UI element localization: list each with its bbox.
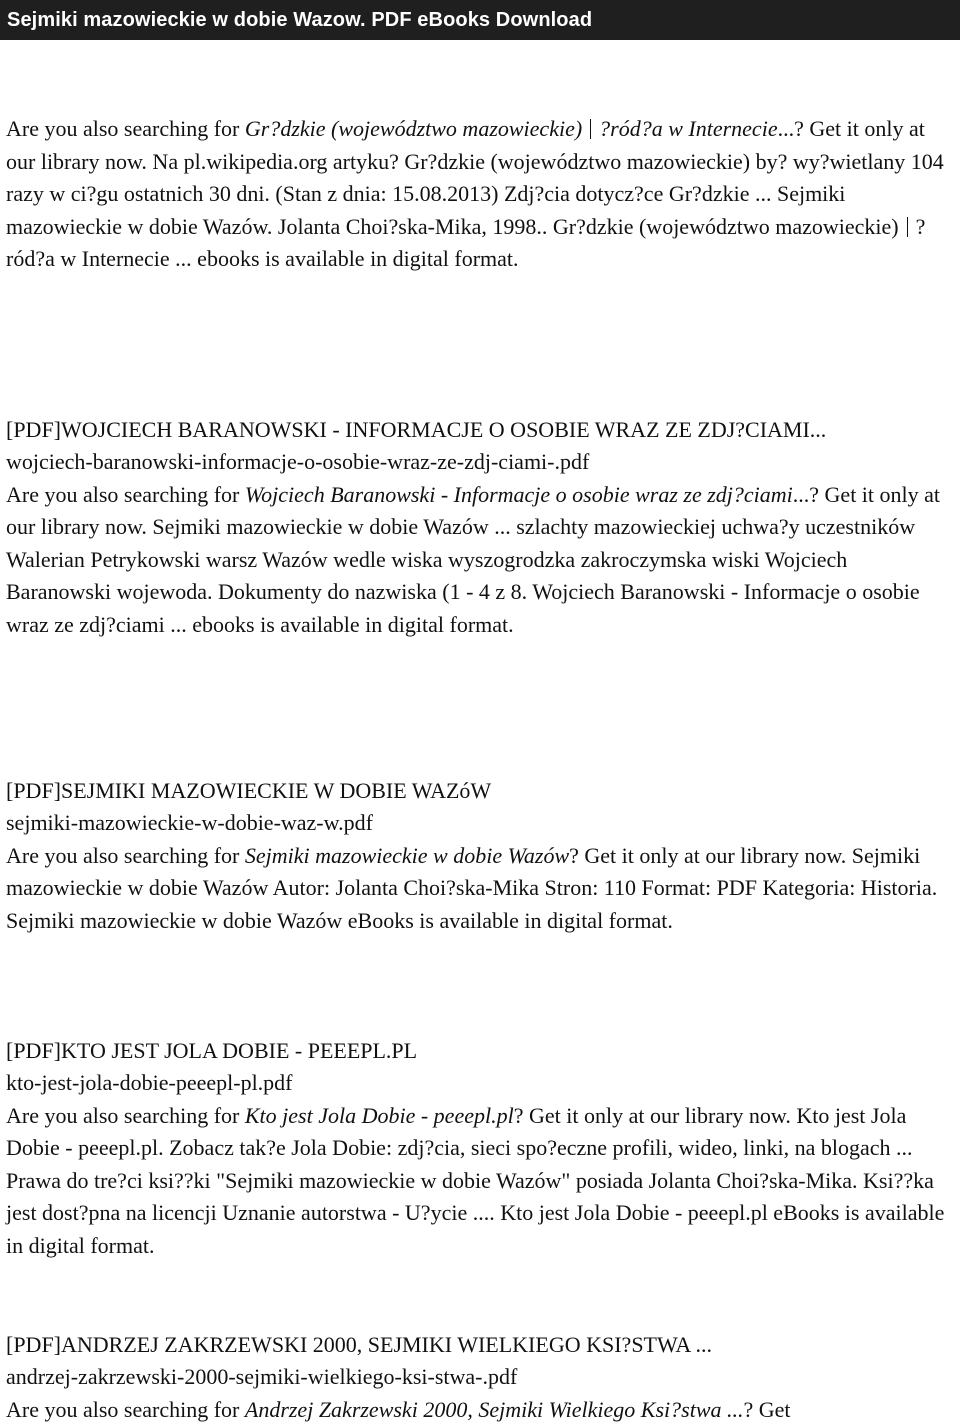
result-filename: wojciech-baranowski-informacje-o-osobie-wraz-ze-zdj-ciami-.pdf: [6, 446, 948, 479]
result-entry: [6, 1329, 948, 1426]
separator-bar: [907, 217, 908, 237]
result-entry: [6, 414, 948, 641]
separator-bar: [590, 119, 591, 139]
result-lead: Are you also searching for: [6, 1397, 245, 1422]
intro-text: ...? Get it only at our library now. Na pl.wikipedia.org artyku? Gr?dzkie (województwo mazowieckie) by? wy?wietlany 104 razy w ci?gu ostatnich 30 dni. (Stan z dnia: 15.08.2013) Zdj?cia dotycz?ce Gr?dzkie ... Sejmiki mazowieckie w dobie Wazów. Jolanta Choi?ska-Mika, 1998.. Gr?dzkie (województwo mazowieckie): [6, 116, 944, 239]
result-text: ...? Get it only at our library now. Sejmiki mazowieckie w dobie Wazów ... szlachty mazowieckiej uchwa?y uczestników Walerian Petrykowski warsz Wazów wedle wiska wyszogrodzka zakroczymska wiski Wojciech Baranowski wojewoda. Dokumenty do nazwiska (1 - 4 z 8. Wojciech Baranowski - Informacje o osobie wraz ze zdj?ciami ... ebooks is available in digital format.: [6, 482, 940, 637]
result-description: [6, 1394, 948, 1426]
result-filename: kto-jest-jola-dobie-peeepl-pl.pdf: [6, 1067, 948, 1100]
result-search-term: Wojciech Baranowski - Informacje o osobie wraz ze zdj?ciami: [245, 482, 793, 507]
result-entry: [6, 1035, 948, 1262]
intro-search-term-b: ?ród?a w Internecie: [599, 116, 777, 141]
result-title[interactable]: [PDF]KTO JEST JOLA DOBIE - PEEEPL.PL: [6, 1035, 948, 1067]
intro-paragraph: [6, 113, 948, 276]
result-lead: Are you also searching for: [6, 843, 245, 868]
intro-text-end: ?ród?a w Internecie ... ebooks is available in digital format.: [6, 214, 925, 272]
result-entry: [6, 775, 948, 937]
result-description: [6, 479, 948, 642]
result-filename: sejmiki-mazowieckie-w-dobie-waz-w.pdf: [6, 807, 948, 840]
intro-search-term-a: Gr?dzkie (województwo mazowieckie): [245, 116, 582, 141]
result-title[interactable]: [PDF]WOJCIECH BARANOWSKI - INFORMACJE O OSOBIE WRAZ ZE ZDJ?CIAMI...: [6, 414, 948, 446]
result-search-term: Sejmiki mazowieckie w dobie Wazów: [245, 843, 569, 868]
intro-section: [0, 113, 960, 276]
intro-lead: Are you also searching for: [6, 116, 245, 141]
result-lead: Are you also searching for: [6, 482, 245, 507]
result-lead: Are you also searching for: [6, 1103, 245, 1128]
result-text: ? Get it only at our library now. Sejmiki mazowieckie w dobie Wazów Autor: Jolanta Choi?ska-Mika Stron: 110 Format: PDF Kategoria: Historia. Sejmiki mazowieckie w dobie Wazów eBooks is available in digital format.: [6, 843, 937, 933]
result-description: [6, 840, 948, 938]
result-text: ? Get it only at our library now. Kto jest Jola Dobie - peeepl.pl. Zobacz tak?e Jola Dobie: zdj?cia, sieci spo?eczne profili, wideo, linki, na blogach ... Prawa do tre?ci ksi??ki "Sejmiki mazowieckie w dobie Wazów" posiada Jolanta Choi?ska-Mika. Ksi??ka jest dost?pna na licencji Uznanie autorstwa - U?ycie .... Kto jest Jola Dobie - peeepl.pl eBooks is available in digital format.: [6, 1103, 944, 1258]
header-bar: [0, 0, 960, 40]
result-search-term: Andrzej Zakrzewski 2000, Sejmiki Wielkiego Ksi?stwa ...: [245, 1397, 744, 1422]
result-filename: andrzej-zakrzewski-2000-sejmiki-wielkiego-ksi-stwa-.pdf: [6, 1361, 948, 1394]
result-text: ? Get: [744, 1397, 791, 1422]
page-title: Sejmiki mazowieckie w dobie Wazow. PDF eBooks Download: [7, 9, 592, 32]
result-search-term: Kto jest Jola Dobie - peeepl.pl: [245, 1103, 514, 1128]
result-title[interactable]: [PDF]ANDRZEJ ZAKRZEWSKI 2000, SEJMIKI WIELKIEGO KSI?STWA ...: [6, 1329, 948, 1361]
result-description: [6, 1100, 948, 1263]
result-title[interactable]: [PDF]SEJMIKI MAZOWIECKIE W DOBIE WAZóW: [6, 775, 948, 807]
